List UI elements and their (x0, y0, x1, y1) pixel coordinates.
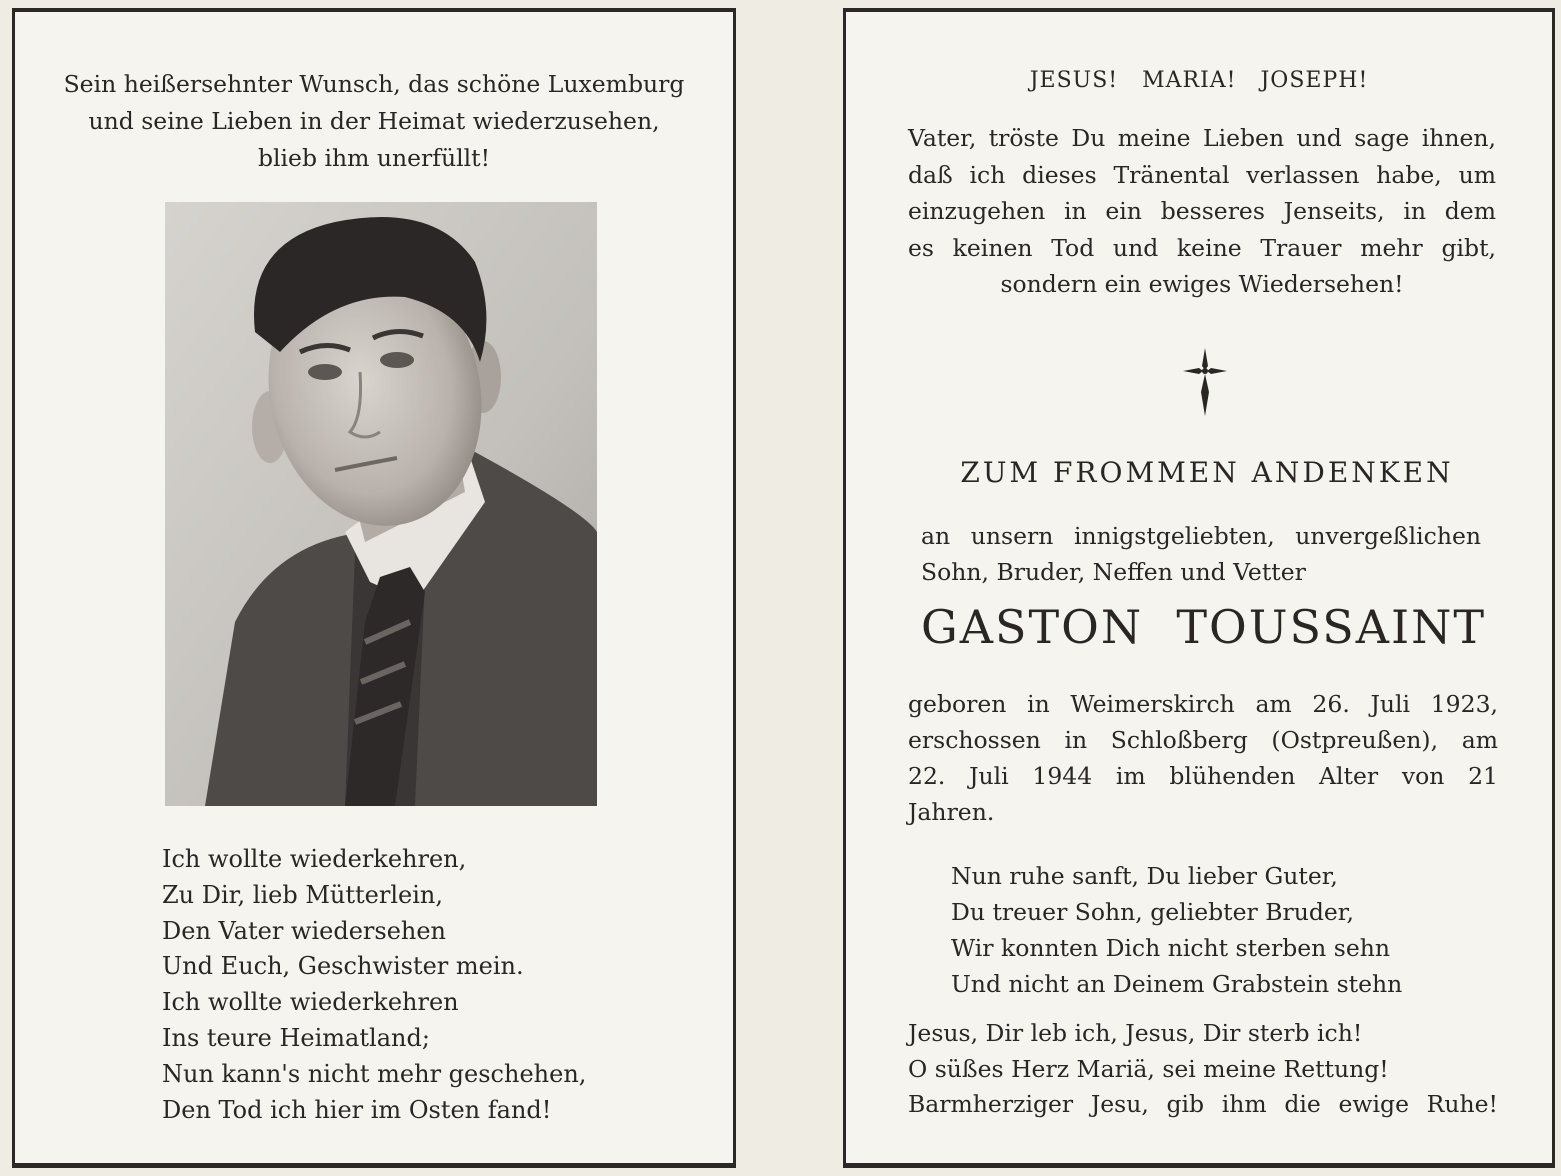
biography-line: geboren in Weimerskirch am 26. Juli 1923, (908, 690, 1498, 718)
consolation-line: einzugehen in ein besseres Jenseits, in dem (908, 197, 1496, 225)
poem-line: Ich wollte wiederkehren (162, 988, 459, 1017)
poem-line: Den Vater wiedersehen (162, 916, 447, 945)
poem-line: Und Euch, Geschwister mein. (162, 952, 524, 981)
intro-line: Sein heißersehnter Wunsch, das schöne Luxemburg (63, 70, 685, 98)
consolation-line: Vater, tröste Du meine Lieben und sage ihnen, (908, 124, 1496, 152)
poem-line: Und nicht an Deinem Grabstein stehn (951, 970, 1403, 998)
biography-line: erschossen in Schloßberg (Ostpreußen), am (908, 726, 1498, 754)
poem-line: Du treuer Sohn, geliebter Bruder, (951, 898, 1354, 926)
poem-line: Nun ruhe sanft, Du lieber Guter, (951, 862, 1338, 890)
biography-text (908, 686, 1498, 830)
prayer-line: O süßes Herz Mariä, sei meine Rettung! (908, 1054, 1389, 1083)
left-card (12, 8, 736, 1168)
consolation-line: daß ich dieses Tränental verlassen habe, um (908, 160, 1496, 189)
prayer-line: Jesus, Dir leb ich, Jesus, Dir sterb ich! (908, 1019, 1363, 1047)
deceased-name: GASTON TOUSSAINT (921, 600, 1487, 654)
portrait-photo (165, 202, 597, 806)
prayer-text (908, 1016, 1498, 1123)
rest-poem (951, 858, 1402, 1002)
intro-line: blieb ihm unerfüllt! (257, 144, 491, 172)
memorial-title: ZUM FROMMEN ANDENKEN (960, 456, 1454, 489)
right-card (843, 8, 1555, 1168)
farewell-poem (162, 842, 586, 1128)
consolation-line: es keinen Tod und keine Trauer mehr gibt, (908, 233, 1496, 262)
poem-line: Ins teure Heimatland; (162, 1023, 430, 1052)
prayer-line: Barmherziger Jesu, gib ihm die ewige Ruhe! (908, 1090, 1498, 1118)
intro-line: und seine Lieben in der Heimat wiederzusehen, (88, 107, 660, 135)
dedication-line: Sohn, Bruder, Neffen und Vetter (921, 558, 1306, 586)
biography-line: Jahren. (908, 798, 995, 826)
consolation-text (908, 120, 1496, 303)
biography-line: 22. Juli 1944 im blühenden Alter von 21 (908, 762, 1498, 790)
poem-line: Zu Dir, lieb Mütterlein, (162, 880, 443, 909)
poem-line: Ich wollte wiederkehren, (162, 845, 467, 873)
consolation-line: sondern ein ewiges Wiedersehen! (1000, 270, 1404, 298)
intro-text (15, 66, 733, 177)
cross-icon (1181, 346, 1229, 418)
poem-line: Den Tod ich hier im Osten fand! (162, 1095, 552, 1124)
dedication-line: an unsern innigstgeliebten, unvergeßlichen (921, 522, 1481, 550)
memorial-dedication (921, 518, 1481, 590)
poem-line: Wir konnten Dich nicht sterben sehn (951, 934, 1390, 962)
holy-names-header: JESUS! MARIA! JOSEPH! (1029, 68, 1369, 93)
poem-line: Nun kann's nicht mehr geschehen, (162, 1059, 587, 1088)
